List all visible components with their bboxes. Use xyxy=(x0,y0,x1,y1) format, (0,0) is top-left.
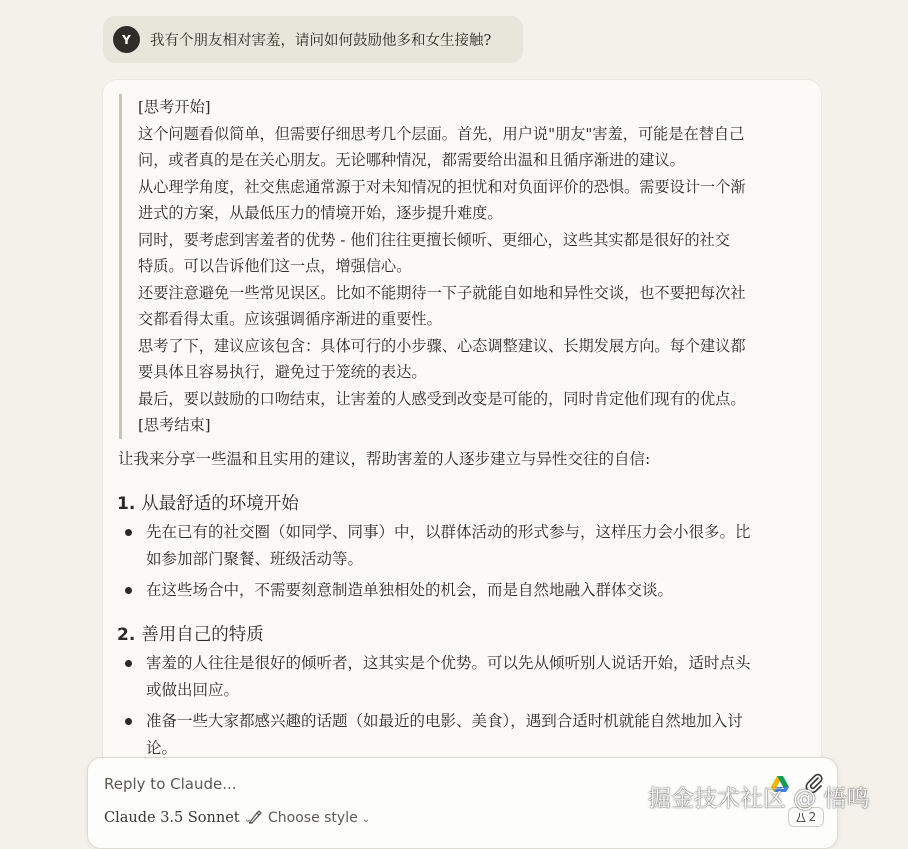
chevron-down-icon: ⌄ xyxy=(243,814,252,825)
section-title: 从最舒适的环境开始 xyxy=(141,494,299,514)
thinking-line: 思考了下，建议应该包含：具体可行的小步骤、心态调整建议、长期发展方向。每个建议都 xyxy=(138,336,746,355)
list-item xyxy=(121,519,781,573)
list-item-line: 先在已有的社交圈（如同学、同事）中，以群体活动的形式参与，这样压力会小很多。比 xyxy=(146,523,751,541)
thinking-line: 最后，要以鼓励的口吻结束，让害羞的人感受到改变是可能的，同时肯定他们现有的优点。 xyxy=(138,389,746,408)
style-brush-icon xyxy=(248,810,263,824)
assistant-reply-card xyxy=(103,80,821,780)
bullet-dot xyxy=(125,718,132,725)
section-heading xyxy=(117,621,264,646)
attachment-count: 2 xyxy=(808,810,817,824)
list-item-line: 如参加部门聚餐、班级活动等。 xyxy=(146,550,364,568)
thinking-line: 问，或者真的是在关心朋友。无论哪种情况，都需要给出温和且循序渐进的建议。 xyxy=(138,151,685,169)
chevron-down-icon: ⌄ xyxy=(361,814,371,825)
list-item xyxy=(121,650,781,704)
thinking-line: 进式的方案，从最低压力的情境开始，逐步提升难度。 xyxy=(138,204,503,222)
section-heading xyxy=(117,490,299,515)
thinking-line: [思考结束] xyxy=(138,416,211,434)
thinking-block xyxy=(119,94,798,439)
style-label: Choose style xyxy=(268,810,358,826)
bullet-dot xyxy=(125,660,132,667)
thinking-line: 这个问题看似简单，但需要仔细思考几个层面。首先，用户说"朋友"害羞，可能是在替自己 xyxy=(138,124,745,143)
list-item xyxy=(121,577,781,604)
list-item-line: 论。 xyxy=(146,739,178,757)
thinking-line: 交都看得太重。应该强调循序渐进的重要性。 xyxy=(138,310,442,328)
user-message-bubble xyxy=(103,16,523,63)
bullet-dot xyxy=(125,529,132,536)
thinking-line: 要具体且容易执行，避免过于笼统的表达。 xyxy=(138,363,427,381)
section-number: 1. xyxy=(117,494,136,514)
user-message-text: 我有个朋友相对害羞，请问如何鼓励他多和女生接触? xyxy=(150,33,492,49)
thinking-line: [思考开始] xyxy=(138,98,211,116)
user-avatar[interactable]: Y xyxy=(113,26,140,53)
list-item-line: 准备一些大家都感兴趣的话题（如最近的电影、美食），遇到合适时机就能自然地加入讨 xyxy=(146,712,743,730)
reply-intro: 让我来分享一些温和且实用的建议，帮助害羞的人逐步建立与异性交往的自信: xyxy=(118,450,651,468)
list-item xyxy=(121,708,781,762)
thinking-line: 特质。可以告诉他们这一点，增强信心。 xyxy=(138,257,412,275)
model-label: Claude 3.5 Sonnet xyxy=(104,810,240,826)
thinking-line: 同时，要考虑到害羞者的优势 - 他们往往更擅长倾听、更细心，这些其实都是很好的社交 xyxy=(138,230,730,249)
thinking-line: 还要注意避免一些常见误区。比如不能期待一下子就能自如地和异性交谈，也不要把每次社 xyxy=(138,283,746,302)
reply-input[interactable]: Reply to Claude... xyxy=(104,775,237,793)
section-title: 善用自己的特质 xyxy=(141,625,264,645)
model-selector[interactable] xyxy=(104,810,252,826)
bullet-dot xyxy=(125,587,132,594)
list-item-line: 在这些场合中，不需要刻意制造单独相处的机会，而是自然地融入群体交谈。 xyxy=(146,581,674,599)
section-number: 2. xyxy=(117,625,136,645)
watermark: 掘金技术社区 @ 悟鸣 xyxy=(648,786,870,812)
flask-icon xyxy=(796,812,806,823)
list-item-line: 或做出回应。 xyxy=(146,681,240,699)
style-selector[interactable] xyxy=(248,810,370,826)
list-item-line: 害羞的人往往是很好的倾听者，这其实是个优势。可以先从倾听别人说话开始，适时点头 xyxy=(146,654,751,672)
thinking-line: 从心理学角度，社交焦虑通常源于对未知情况的担忧和对负面评价的恐惧。需要设计一个渐 xyxy=(138,177,746,196)
